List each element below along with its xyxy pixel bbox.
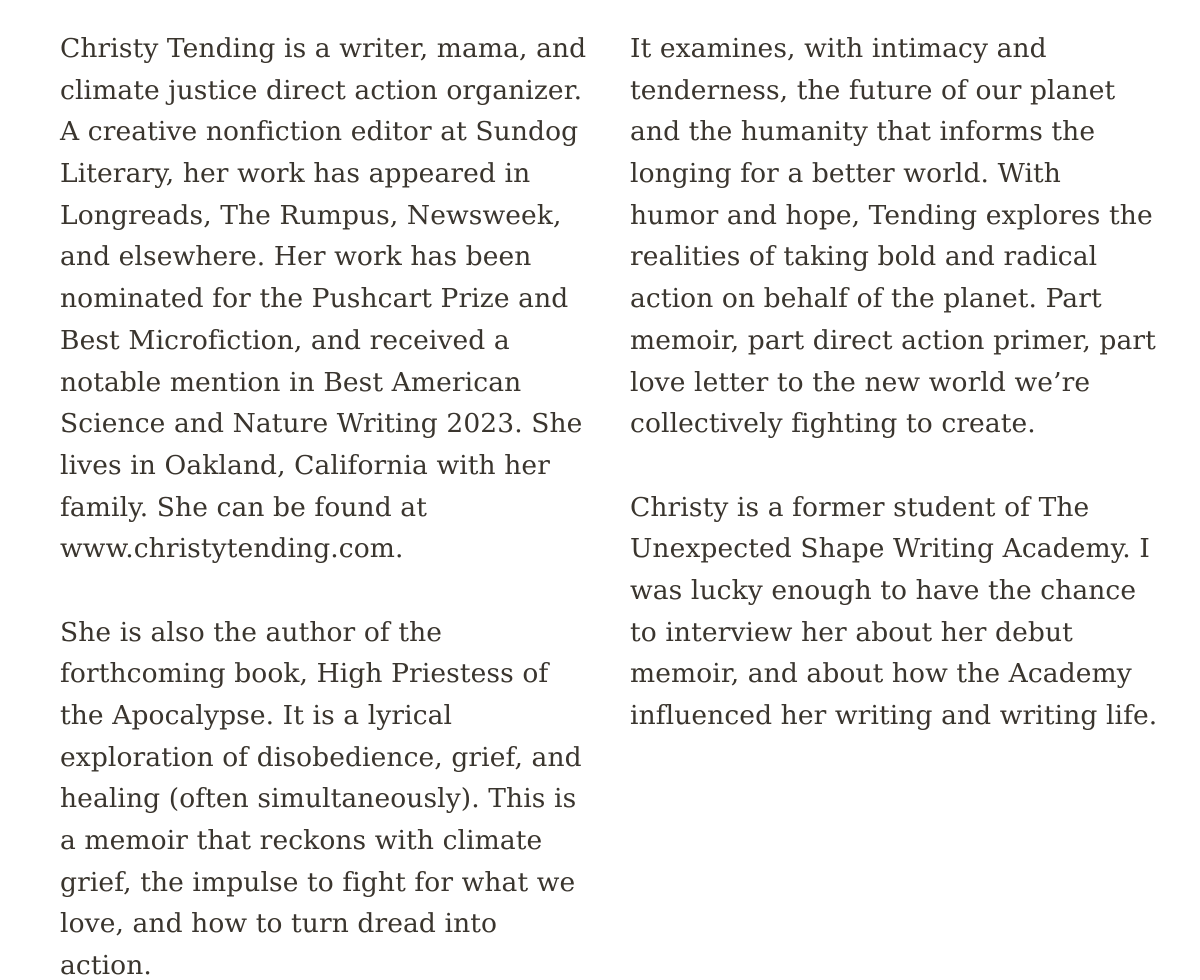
text-line: climate justice direct action organizer.	[60, 74, 583, 106]
text-line: Science and Nature Writing 2023. She	[60, 408, 583, 440]
text-line: exploration of disobedience, grief, and	[60, 741, 582, 773]
text-line: memoir, part direct action primer, part	[630, 324, 1156, 356]
text-line: longing for a better world. With	[630, 158, 1061, 190]
text-line: was lucky enough to have the chance	[630, 574, 1137, 606]
text-line: influenced her writing and writing life.	[630, 700, 1158, 731]
text-line: to interview her about her debut	[630, 616, 1073, 648]
text-line: tenderness, the future of our planet	[630, 74, 1116, 106]
text-line: action on behalf of the planet. Part	[630, 283, 1102, 315]
text-line: and elsewhere. Her work has been	[60, 241, 532, 273]
text-line: notable mention in Best American	[60, 366, 522, 398]
right-column	[630, 28, 1170, 737]
text-line: Christy is a former student of The	[630, 491, 1090, 523]
website-url: www.christytending.com.	[60, 533, 404, 565]
text-line: A creative nonfiction editor at Sundog	[60, 116, 579, 148]
text-line: Literary, her work has appeared in	[60, 158, 531, 190]
text-line: the Apocalypse. It is a lyrical	[60, 700, 453, 731]
text-line: Unexpected Shape Writing Academy. I	[630, 533, 1150, 565]
bio-paragraph	[60, 28, 587, 570]
text-line: Best Microfiction, and received a	[60, 324, 510, 356]
text-line: collectively fighting to create.	[630, 408, 1036, 440]
text-line: nominated for the Pushcart Prize and	[60, 283, 569, 315]
text-line: It examines, with intimacy and	[630, 33, 1047, 64]
book-continued-paragraph	[630, 28, 1170, 445]
left-column	[60, 28, 587, 980]
text-line: healing (often simultaneously). This is	[60, 783, 577, 815]
book-paragraph	[60, 612, 582, 980]
text-line: love letter to the new world we’re	[630, 366, 1091, 398]
text-line: memoir, and about how the Academy	[630, 658, 1132, 690]
text-line: and the humanity that informs the	[630, 116, 1096, 148]
text-line: action.	[60, 950, 152, 980]
text-line: lives in Oakland, California with her	[60, 449, 550, 481]
text-line: She is also the author of the	[60, 616, 443, 648]
text-line: family. She can be found at	[60, 491, 427, 523]
text-line: a memoir that reckons with climate	[60, 825, 543, 857]
academy-paragraph	[630, 487, 1170, 737]
text-line: grief, the impulse to fight for what we	[60, 866, 576, 898]
text-line: Christy Tending is a writer, mama, and	[60, 33, 587, 64]
text-line: Longreads, The Rumpus, Newsweek,	[60, 199, 562, 231]
text-line: love, and how to turn dread into	[60, 908, 498, 940]
text-line: humor and hope, Tending explores the	[630, 199, 1153, 231]
text-line: realities of taking bold and radical	[630, 241, 1098, 273]
text-line: forthcoming book, High Priestess of	[60, 658, 549, 690]
